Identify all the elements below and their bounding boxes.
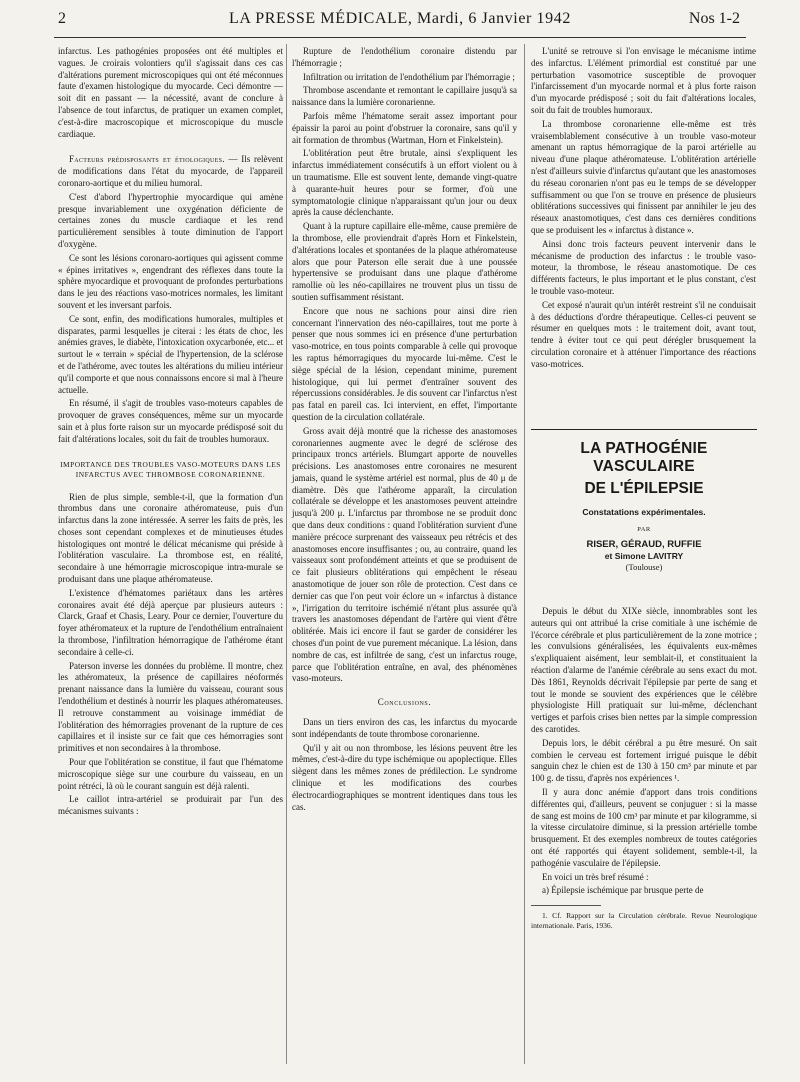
paragraph: Quant à la rupture capillaire elle-même, cause première de la thrombose, elle proviendrait d'après Horn et Finkelstein, d'altérations locales et spontanées de la plaque athéromateuse alors que pour Paterson elle serait due à une poussée hypertensive se produisant dans une plaque d'athérome ramollie où les néo-capillaires ne trouvent plus un tissu de soutien suffisamment résistant. xyxy=(292,221,517,302)
paragraph: Ainsi donc trois facteurs peuvent intervenir dans le mécanisme de production des infarctus : le trouble vaso-moteur, la thrombose, le réseau anastomotique. De ces différents facteurs, le plus important et le plus constant, c'est le trouble vaso-moteur. xyxy=(531,238,756,296)
paragraph: Thrombose ascendante et remontant le capillaire jusqu'à sa naissance dans la lumière coronarienne. xyxy=(292,85,517,108)
paragraph: Ce sont, enfin, des modifications humorales, multiples et disparates, parmi lesquelles je citerai : les états de choc, les anémies graves, le diabète, l'intoxication oxycarbonée, etc... et surtout le « terrain » spécial de l'hypertension, de la sclérose et de l'athérome, avec toutes les altérations du milieu intérieur qu'il comporte et que nous connaissons encore si mal à l'heure actuelle. xyxy=(58,313,283,395)
paragraph: Encore que nous ne sachions pour ainsi dire rien concernant l'innervation des néo-capillaires, tout me porte à penser que nous sommes ici en présence d'une perturbation vaso-motrice, en tous points comparable à celle qui provoque les raptus hémorragiques du myocarde lui-même. C'est le siège spécial de la lésion, cependant minime, purement histologique, qui lui permet d'entraîner souvent des répercussions considérables. Je dis souvent car l'infarctus n'est pas fatal en pareil cas. Ici intervient, en effet, l'importante question de la circulation collatérale. xyxy=(292,305,517,422)
authors: RISER, GÉRAUD, RUFFIE xyxy=(586,539,702,550)
footnote-rule xyxy=(531,905,601,906)
paragraph: L'oblitération peut être brutale, ainsi s'expliquent les infarctus immédiatement consécutifs à un effort violent ou à un traumatisme. Elle est souvent lente, demande vingt-quatre à quarante-huit heures pour se former, d'où une symptomatologie clinique n'apparaissant qu'un jour ou deux après la cause déclenchante. xyxy=(292,148,517,218)
column-3 xyxy=(531,46,756,373)
article-title-line-2: DE L'ÉPILEPSIE xyxy=(584,480,704,497)
page-number: 2 xyxy=(58,10,66,27)
paragraph: a) Épilepsie ischémique par brusque perte de xyxy=(542,885,704,896)
paragraph: Paterson inverse les données du problème. Il montre, chez les athéromateux, la présence de capillaires néoformés prenant naissance dans la lumière du vaisseau, courant sous l'endothélium et destinés à nourrir les plaques athéromateuses. Il retrouve constamment au voisinage immédiat de l'oblitération des hémorragies provenant de la rupture de ces capillaires et il insiste sur ce fait que ces hémorragies sont primitives et non secondaires à la thrombose. xyxy=(58,660,283,754)
epilepsy-article xyxy=(531,429,757,932)
running-header xyxy=(54,6,746,32)
author-location: (Toulouse) xyxy=(625,562,663,572)
section-lead: Facteurs prédisposants et étiologiques. xyxy=(69,154,225,165)
column-2 xyxy=(292,46,517,815)
paragraph: L'existence d'hématomes pariétaux dans les artères coronaires avait été déjà aperçue par plusieurs auteurs : Clarck, Graaf et Chasis, Leary. Pour ce dernier, l'ouverture du foyer athéromateux et la rupture de l'endothélium entraînaient la thrombose, l'infiltration hémorragique de l'athérome étant secondaire à celle-ci. xyxy=(58,587,283,657)
article-title: LA PATHOGÉNIE VASCULAIRE xyxy=(580,440,708,475)
paragraph: L'unité se retrouve si l'on envisage le mécanisme intime des infarctus. L'élément primordial est constitué par une perturbation vasomotrice susceptible de provoquer l'infarcissement d'un myocarde normal et à plus forte raison d'un myocarde prédisposé ; soit du fait d'altérations locales, soit du fait de troubles humoraux. xyxy=(531,46,756,115)
paragraph: Il y aura donc anémie d'apport dans trois conditions différentes qui, d'ailleurs, peuvent se conjuguer : si la masse de sang est moins de 100 cm³ par minute et par kilogramme, si la vitesse circulatoire diminue, si la pression artérielle tombe brusquement. Et des exemples nombreux de toutes catégories ont été rapportés qui étayent solidement, semble-t-il, la pathogénie vasculaire de l'épilepsie. xyxy=(531,786,757,868)
header-rule xyxy=(54,37,746,38)
section-heading: IMPORTANCE DES TROUBLES VASO-MOTEURS DANS LES INFARCTUS AVEC THROMBOSE CORONARIENNE. xyxy=(60,459,281,479)
paragraph: La thrombose coronarienne elle-même est très vraisemblablement consécutive à un trouble vaso-moteur amenant un raptus hémorragique de la paroi artérielle au niveau d'une plaque athéromateuse. L'oblitération artérielle n'est d'ailleurs suivie d'infarctus qu'autant que les anastomoses du réseau coronarien n'ont pas eu le temps de se développer suffisamment ou que l'on se trouve en présence de plusieurs oblitérations successives qui finissent par annihiler le jeu des réseaux anastomotiques, c'est dans ces dernières conditions que se produisent les « infarctus à distance ». xyxy=(531,118,756,235)
paragraph: Rien de plus simple, semble-t-il, que la formation d'un thrombus dans une coronaire athéromateuse, puis d'un infarctus dans la zone intéressée. A serrer les faits de près, les choses sont cependant complexes et de minutieuses études histologiques ont montré le délicat mécanisme qui préside à l'oblitération vasculaire. La thrombose est, en réalité, secondaire à une hémorragie microscopique intra-murale se produisant dans une plaque athéromateuse. xyxy=(58,491,283,585)
column-divider xyxy=(524,44,525,1064)
authors-line-2: et Simone LAVITRY xyxy=(604,551,684,561)
paragraph: Ce sont les lésions coronaro-aortiques qui agissent comme « épines irritatives », engendrant des réflexes dans toute la sphère myocardique et provoquant de profondes perturbations dans le jeu des réactions vaso-motrices normales, les limitant souvent et les inversant parfois. xyxy=(58,252,283,310)
column-divider xyxy=(286,44,287,1064)
paragraph: Dans un tiers environ des cas, les infarctus du myocarde sont indépendants de toute thrombose coronarienne. xyxy=(292,717,517,739)
footnote: 1. Cf. Rapport sur la Circulation cérébrale. Revue Neurologique internationale. Paris, 1936. xyxy=(531,911,757,930)
paragraph: Parfois même l'hématome serait assez important pour épaissir la paroi au point d'obstruer la coronaire, sans qu'il y ait formation de thrombus (Wartman, Horn et Finkelstein). xyxy=(292,110,517,145)
column-1 xyxy=(58,46,283,820)
paragraph: Le caillot intra-artériel se produirait par l'un des mécanismes suivants : xyxy=(58,794,283,817)
byline-par: PAR xyxy=(637,526,651,533)
paragraph: Rupture de l'endothélium coronaire distendu par l'hémorragie ; xyxy=(292,46,517,68)
paragraph: Cet exposé n'aurait qu'un intérêt restreint s'il ne conduisait à des déductions d'ordre thérapeutique. Celles-ci peuvent se résumer en quelques mots : le traitement doit, avant tout, tendre à éviter tout ce qui peut dérégler brusquement la circulation coronaire et à atténuer l'importance des réactions vaso-motrices. xyxy=(531,299,756,369)
paragraph: infarctus. Les pathogénies proposées ont été multiples et vagues. Je croirais volontiers qu'il s'agissait dans ces cas d'altérations purement microscopiques qui ont été méconnues faute d'examen histologique du myocarde. Ceci démontre — soit dit en passant — la nécessité, avant de conclure à l'absence de tout infarctus, de pratiquer un examen complet, c'est-à-dire macroscopique et microscopique du muscle cardiaque. xyxy=(58,46,283,139)
paragraph: Pour que l'oblitération se constitue, il faut que l'hématome microscopique siège sur une courbure du vaisseau, en un point rétréci, là où le courant sanguin est déjà ralenti. xyxy=(58,757,283,791)
paragraph: Depuis le début du XIXe siècle, innombrables sont les auteurs qui ont attribué la crise comitiale à une ischémie de l'écorce cérébrale et plus particulièrement de la zone motrice ; les convulsions généralisées, les équivalents eux-mêmes s'expliquaient aisément, leur semblait-il, et constituaient la réaction d'alarme de l'anémie cérébrale au sens exact du mot. Dès 1861, Reynolds décrivait l'épilepsie par perte de sang et tout le monde se souvient des expériences que le célèbre physiologiste Hill pratiquait sur lui-même, déclenchant vertiges et parfois crises bien nettes par la simple compression des carotides. xyxy=(531,606,757,734)
paragraph: Infiltration ou irritation de l'endothélium par l'hémorragie ; xyxy=(303,71,515,82)
article-subtitle: Constatations expérimentales. xyxy=(582,507,706,517)
paragraph: En voici un très bref résumé : xyxy=(542,871,649,882)
paragraph: Depuis lors, le débit cérébral a pu être mesuré. On sait combien le cerveau est fortement irrigué puisque le débit sanguin chez le chien est de 130 à 150 cm³ par minute et par 100 g. de tissu, d'après nos expériences ¹. xyxy=(531,737,757,784)
conclusions-heading: Conclusions. xyxy=(377,697,432,708)
paragraph: Gross avait déjà montré que la richesse des anastomoses coronariennes augmente avec le degré de sclérose des principaux troncs artériels. Blumgart apporte de nouvelles précisions. Les anastomoses entre coronaires ne mesurent jamais, quand le système artériel est normal, plus de 40 μ de diamètre. Dès que l'athérome apparaît, la circulation collatérale se développe et les anastomoses peuvent atteindre jusqu'à 200 μ. L'infarctus par thrombose ne se produit donc que dans deux conditions : quand l'oblitération survient d'une manière précoce surprenant des vaisseaux peu rétrécis et des anastomoses encore insuffisantes ; ou, au contraire, quand les vaisseaux sont profondément atteints et que se produisent de ce fait plusieurs oblitérations qui empêchent le réseau anastomotique de jouer son rôle de protection. C'est dans ce dernier cas que l'on peut voir éclore un « infarctus à distance », l'irrigation du territoire ischémié n'étant plus assurée qu'à travers les anastomoses dépendant de l'artère qui vient d'être oblitérée. Mais ici encore il faut se garder de considérer les choses d'un point de vue purement mécanique. La lésion, dans nombre de cas, est infiltrée de sang, c'est un infarctus rouge, parce que l'oblitération entraîne, en aval, des phénomènes vaso-moteurs. xyxy=(292,425,517,684)
article-body xyxy=(531,606,757,930)
paragraph: C'est d'abord l'hypertrophie myocardique qui amène presque invariablement une oxygénation déficiente de certaines zones du muscle cardiaque et les rend particulièrement sensibles à toute diminution de l'apport d'oxygène. xyxy=(58,191,283,249)
paragraph: En résumé, il s'agit de troubles vaso-moteurs capables de provoquer de graves conséquences, même sur un myocarde sain et à plus forte raison sur un myocarde prédisposé soit du fait d'altérations locales, soit du fait de troubles humoraux. xyxy=(58,398,283,444)
journal-title: LA PRESSE MÉDICALE, Mardi, 6 Janvier 1942 xyxy=(229,10,571,27)
paragraph: Facteurs prédisposants et étiologiques. — Ils relèvent de modifications dans l'état du myocarde, de l'appareil coronaro-aortique et du milieu humoral. xyxy=(58,154,283,188)
issue-number: Nos 1-2 xyxy=(688,10,740,27)
paragraph: Qu'il y ait ou non thrombose, les lésions peuvent être les mêmes, c'est-à-dire du type ischémique ou apoplectique. Elles siègent dans les mêmes zones de prédilection. Le syndrome clinique et les modifications des courbes électrocardiographiques se montrent identiques dans tous les cas. xyxy=(292,742,517,812)
